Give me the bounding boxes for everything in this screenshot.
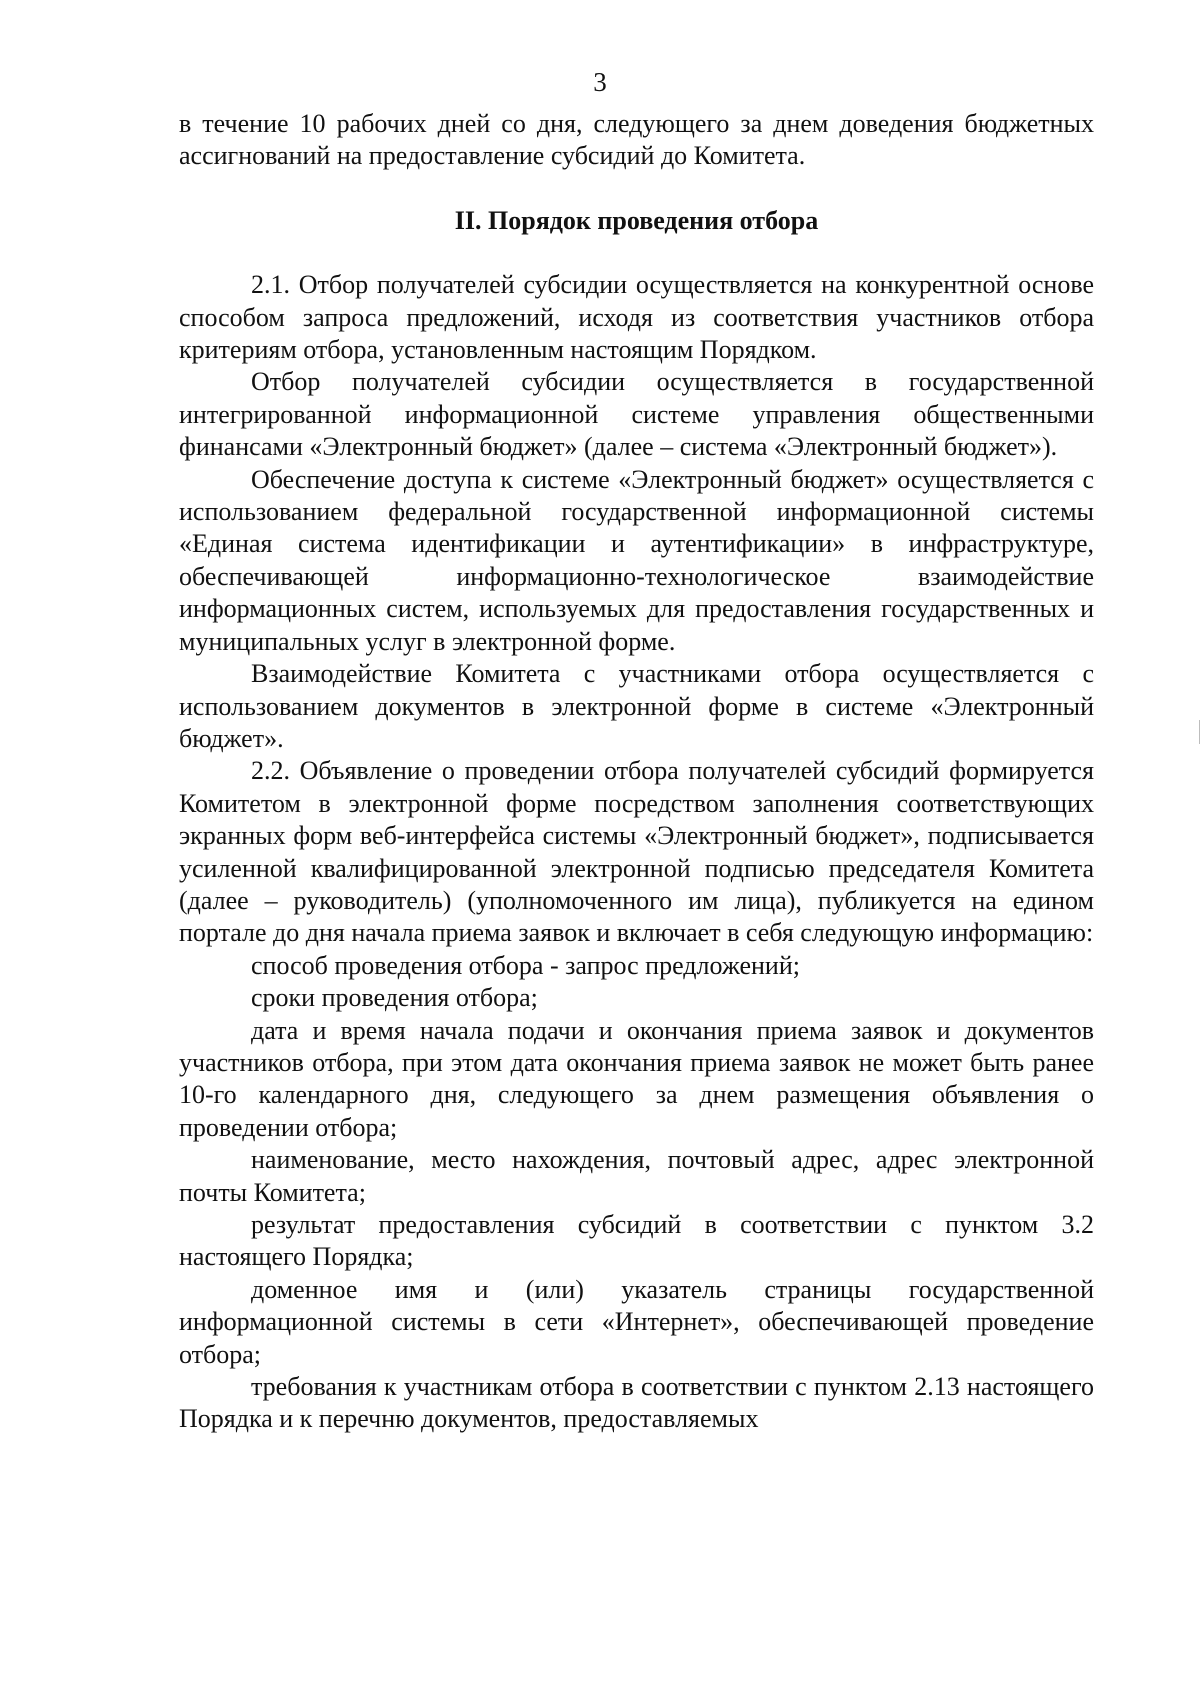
list-item-domain: доменное имя и (или) указатель страницы государственной информационной системы в сети «Интернет», обеспечивающей проведение отбора;: [179, 1274, 1094, 1369]
paragraph-access: Обеспечение доступа к системе «Электронный бюджет» осуществляется с использованием федеральной государственной информационной системы «Единая система идентификации и аутентификации» в инфраструктуре, обеспечивающей информационно-технологическое взаимодействие информационных систем, используемых для предоставления государственных и муниципальных услуг в электронной форме.: [179, 464, 1094, 656]
list-item-dates: дата и время начала подачи и окончания приема заявок и документов участников отбора, при этом дата окончания приема заявок не может быть ранее 10-го календарного дня, следующего за днем размещения объявления о проведении отбора;: [179, 1015, 1094, 1142]
page-number: 3: [593, 67, 607, 97]
document-body: [179, 108, 1094, 1436]
list-item-requirements: требования к участникам отбора в соответствии с пунктом 2.13 настоящего Порядка и к перечню документов, предоставляемых: [179, 1372, 1094, 1434]
paragraph-electronic-budget: Отбор получателей субсидии осуществляется в государственной интегрированной информационной системе управления общественными финансами «Электронный бюджет» (далее – система «Электронный бюджет»).: [179, 367, 1094, 462]
paragraph-2-2: 2.2. Объявление о проведении отбора получателей субсидий формируется Комитетом в электронной форме посредством заполнения соответствующих экранных форм веб-интерфейса системы «Электронный бюджет», подписывается усиленной квалифицированной электронной подписью председателя Комитета (далее – руководитель) (уполномоченного им лица), публикуется на едином портале до дня начала приема заявок и включает в себя следующую информацию:: [179, 756, 1094, 948]
paragraph-2-1: 2.1. Отбор получателей субсидии осуществляется на конкурентной основе способом запроса предложений, исходя из соответствия участников отбора критериям отбора, установленным настоящим Порядком.: [179, 270, 1094, 365]
list-item-terms: сроки проведения отбора;: [251, 983, 538, 1013]
paragraph-interaction: Взаимодействие Комитета с участниками отбора осуществляется с использованием документов в электронной форме в системе «Электронный бюджет».: [179, 659, 1094, 753]
section-title: II. Порядок проведения отбора: [454, 205, 819, 235]
list-item-result: результат предоставления субсидий в соответствии с пунктом 3.2 настоящего Порядка;: [179, 1210, 1094, 1272]
list-item-method: способ проведения отбора - запрос предложений;: [251, 950, 800, 980]
list-item-address: наименование, место нахождения, почтовый адрес, адрес электронной почты Комитета;: [179, 1145, 1094, 1207]
intro-paragraph: в течение 10 рабочих дней со дня, следующего за днем доведения бюджетных ассигнований на предоставление субсидий до Комитета.: [179, 109, 1094, 171]
